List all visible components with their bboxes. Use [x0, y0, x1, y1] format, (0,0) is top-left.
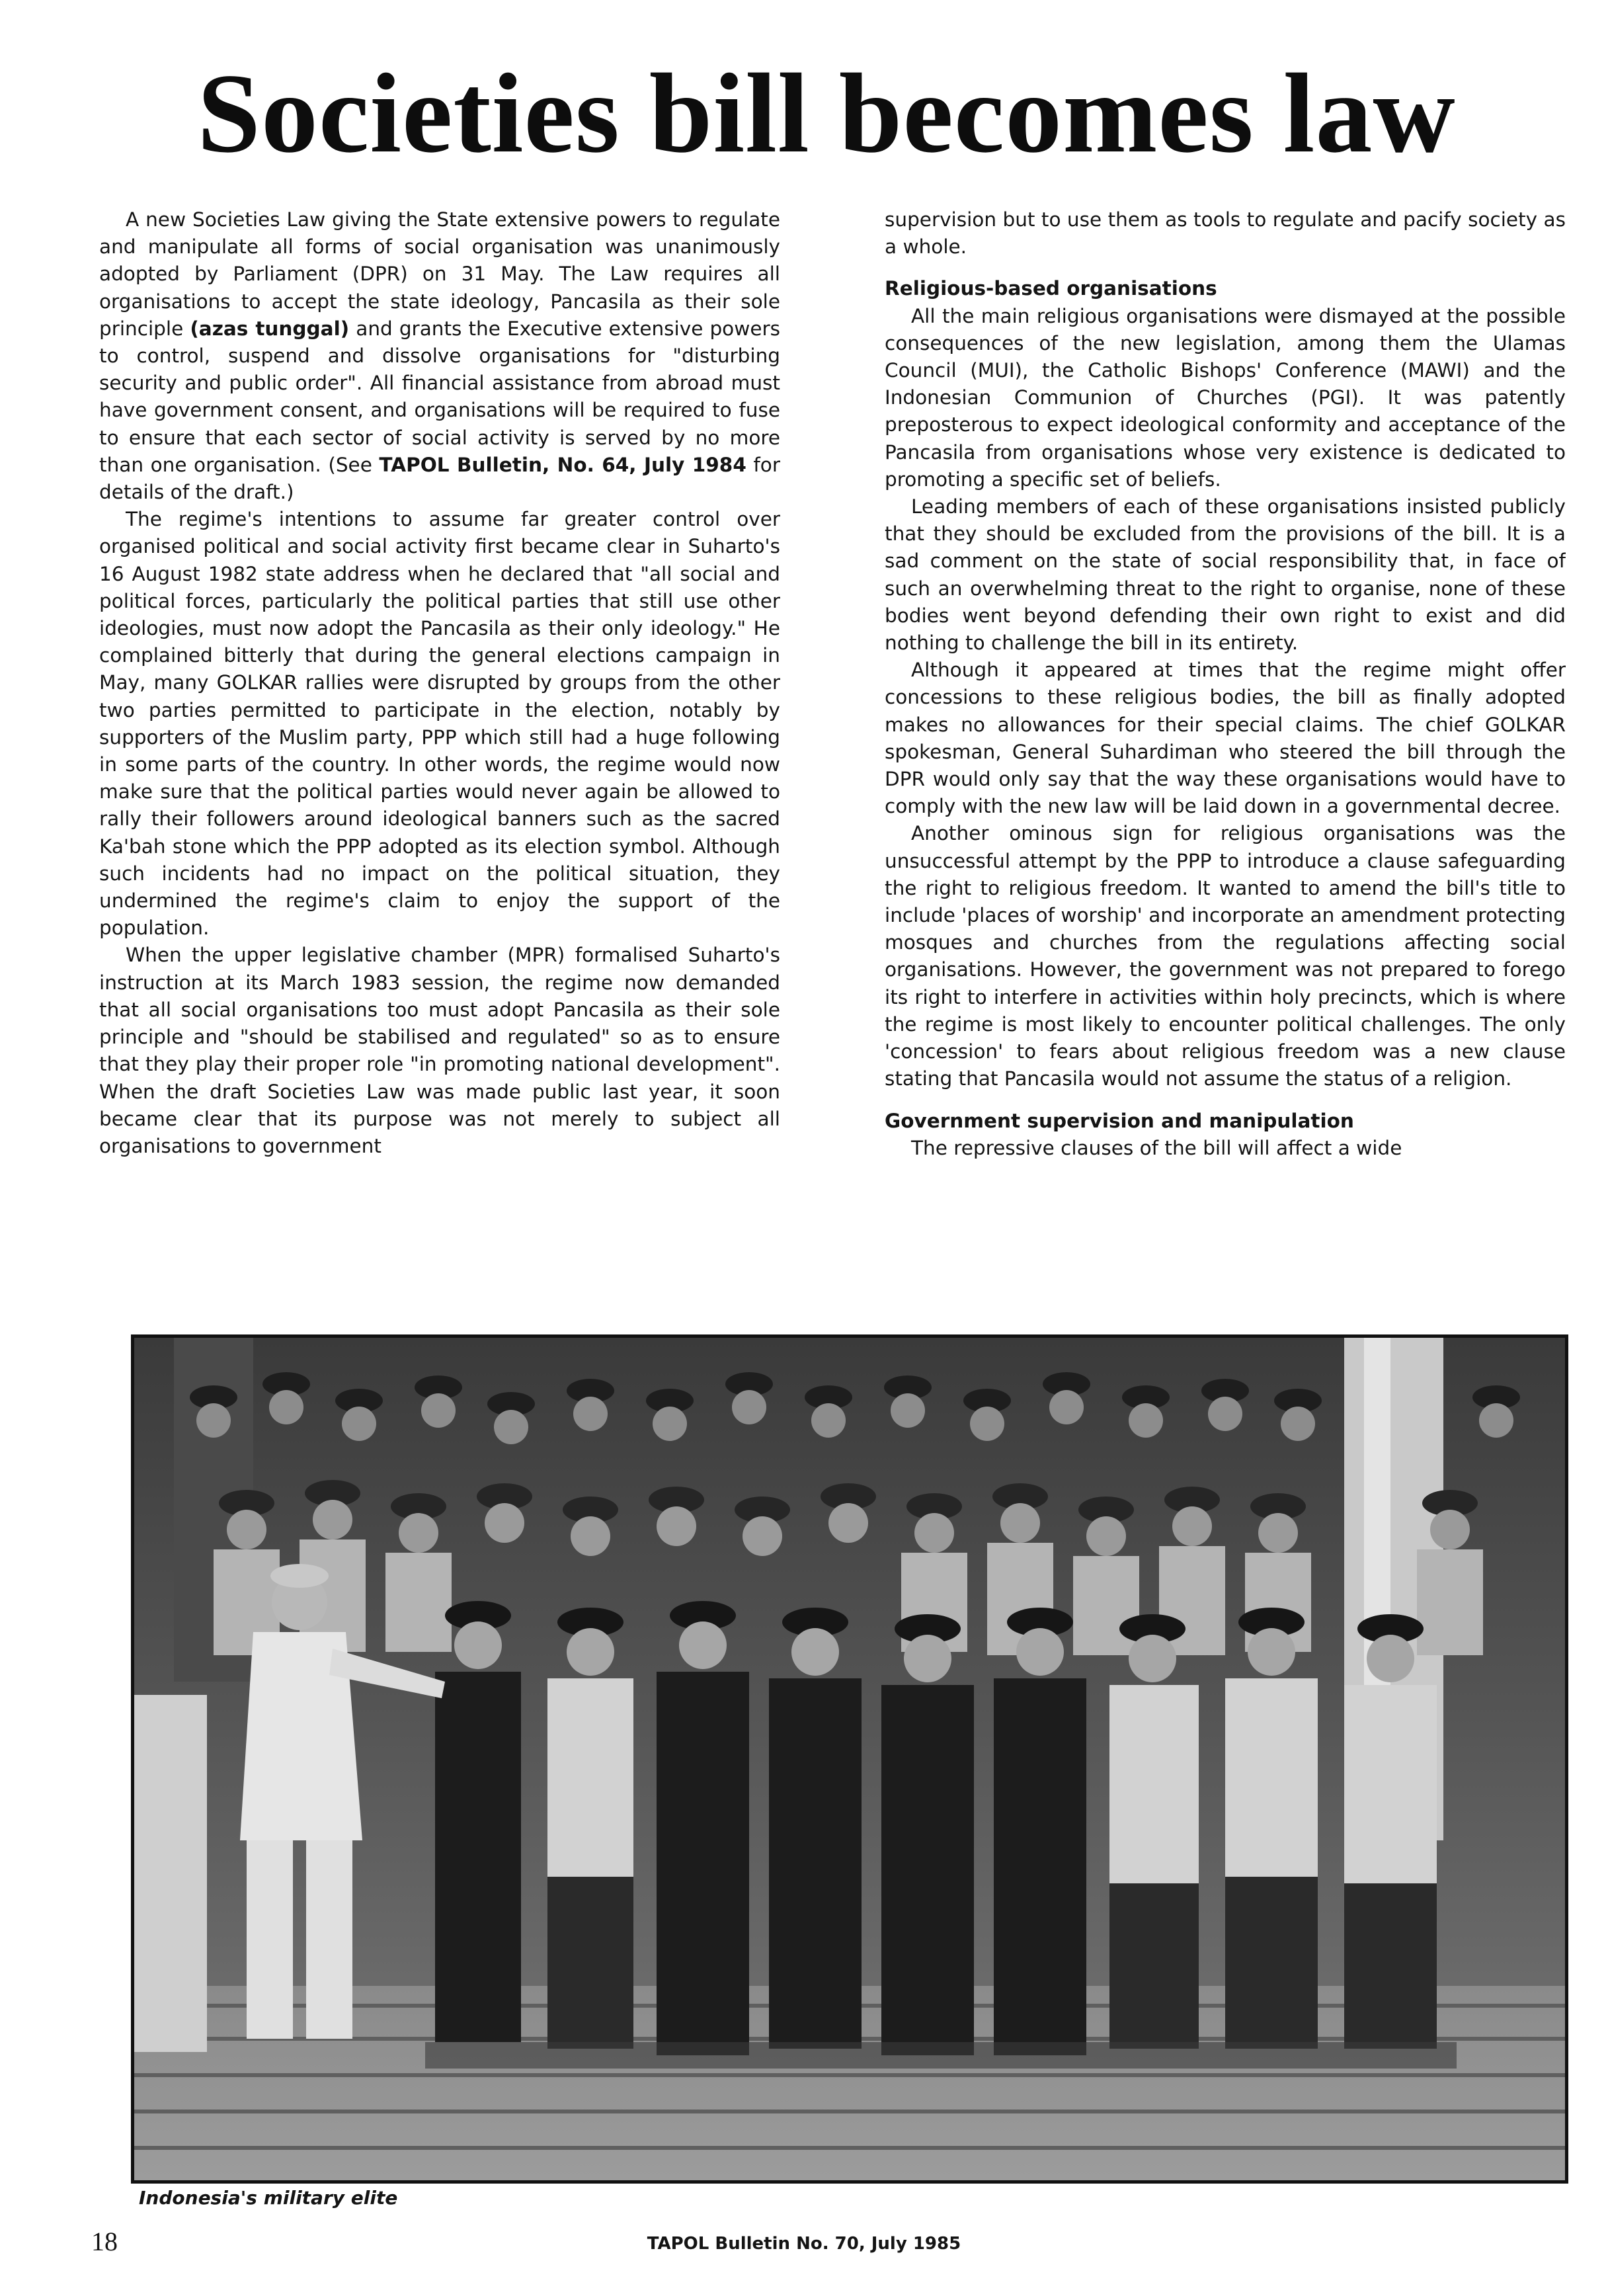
paragraph-regime-intentions: The regime's intentions to assume far greater control over organised political and social activity first became clear in Suharto's 16 August 1982 state address when he declared that "all social and political forces, particularly the political parties that still use other ideologies, must now adopt the Pancasila as their only ideology." He complained bitterly that during the general elections campaign in May, many GOLKAR rallies were disrupted by groups from the other two parties permitted to participate in the election, notably by supporters of the Muslim party, PPP which still had a huge following in some parts of the country. In other words, the regime would now make sure that the political parties would never again be allowed to rally their followers around ideological banners such as the sacred Ka'bah stone which the PPP adopted as its election symbol. Although such incidents had no impact on the political situation, they undermined the regime's claim to enjoy the support of the population.	[99, 508, 780, 940]
page-number: 18	[91, 2227, 118, 2256]
paragraph-religious-2: Leading members of each of these organisations insisted publicly that they should be excluded from the provisions of the bill. It is a sad comment on the state of social responsibility that, in face of such an overwhelming threat to the right to organise, none of these bodies went beyond defending their own right to exist and did nothing to challenge the bill in its entirety.	[885, 495, 1566, 655]
text-run: A new Societies Law giving the State extensive powers to regulate and manipulate all forms of social organisation was unanimously adopted by Parliament (DPR) on 31 May. The Law requires all organisations to accept the state ideology, Pancasila as their sole principle	[99, 208, 780, 340]
paragraph-supervision-1: The repressive clauses of the bill will affect a wide	[911, 1136, 1402, 1159]
article-column-left	[99, 206, 780, 1317]
photo-illustration	[134, 1338, 1565, 2180]
bulletin-reference: TAPOL Bulletin, No. 64, July 1984	[379, 453, 746, 476]
paragraph-mpr-session: When the upper legislative chamber (MPR) formalised Suharto's instruction at its March 1983 session, the regime now demanded that all social organisations too must adopt Pancasila as their sole principle and "should be stabilised and regulated" so as to ensure that they play their proper role "in promoting national development". When the draft Societies Law was made public last year, it soon became clear that its purpose was not merely to subject all organisations to government	[99, 944, 780, 1157]
paragraph-religious-4: Another ominous sign for religious organisations was the unsuccessful attempt by the PPP to introduce a clause safeguarding the right to religious freedom. It wanted to amend the bill's title to include 'places of worship' and incorporate an amendment protecting mosques and churches from the regulations affecting social organisations. However, the government was not prepared to forego its right to interfere in activities within holy precincts, which is where the regime is most likely to encounter political challenges. The only 'concession' to fears about religious freedom was a new clause stating that Pancasila would not assume the status of a religion.	[885, 822, 1566, 1090]
paragraph-intro	[99, 206, 780, 506]
text-run: and grants the Executive extensive powers to control, suspend and dissolve organisations for "disturbing security and public order". All financial assistance from abroad must have government consent, and organisations will be required to fuse to ensure that each sector of social activity is served by no more than one organisation. (See	[99, 317, 780, 476]
publication-footer: TAPOL Bulletin No. 70, July 1985	[647, 2234, 961, 2254]
article-column-right	[885, 206, 1566, 1317]
section-heading-religious: Religious-based organisations	[885, 277, 1217, 300]
page-title: Societies bill becomes law	[197, 51, 1456, 177]
group-photo	[131, 1334, 1568, 2184]
paragraph-religious-3: Although it appeared at times that the regime might offer concessions to these religious bodies, the bill as finally adopted makes no allowances for their special claims. The chief GOLKAR spokesman, General Suhardiman who steered the bill through the DPR would only say that the way these organisations would have to comply with the new law will be laid down in a governmental decree.	[885, 659, 1566, 818]
term-azas-tunggal: (azas tunggal)	[190, 317, 350, 340]
paragraph-religious-1: All the main religious organisations were dismayed at the possible consequences of the new legislation, among them the Ulamas Council (MUI), the Catholic Bishops' Conference (MAWI) and the Indonesian Communion of Churches (PGI). It was patently preposterous to expect ideological conformity and acceptance of the Pancasila from organisations whose very existence is dedicated to promoting a specific set of beliefs.	[885, 304, 1566, 491]
text-run: for details of the draft.)	[99, 453, 780, 504]
section-heading-supervision: Government supervision and manipulation	[885, 1109, 1354, 1132]
photo-caption: Indonesia's military elite	[139, 2187, 398, 2209]
paragraph-continuation: supervision but to use them as tools to regulate and pacify society as a whole.	[885, 208, 1566, 259]
